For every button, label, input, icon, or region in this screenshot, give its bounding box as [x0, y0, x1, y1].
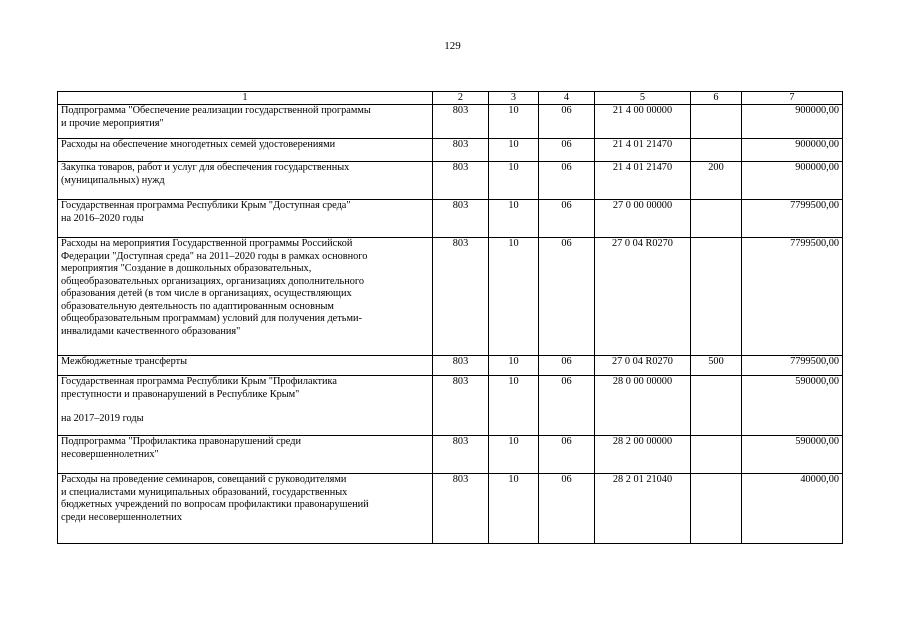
amount: 900000,00	[742, 139, 843, 162]
section-code: 10	[489, 376, 539, 436]
amount: 7799500,00	[742, 200, 843, 238]
description-line	[61, 401, 429, 413]
row-description	[58, 200, 433, 238]
subsection-code: 06	[539, 436, 595, 474]
ministry-code: 803	[433, 436, 489, 474]
target-article-code: 27 0 04 R0270	[595, 356, 691, 376]
subsection-code: 06	[539, 238, 595, 356]
description-line: (муниципальных) нужд	[61, 174, 165, 186]
subsection-code: 06	[539, 200, 595, 238]
description-line: Государственная программа Республики Крым "Профилактика	[61, 376, 337, 387]
table-row	[58, 356, 843, 376]
ministry-code: 803	[433, 139, 489, 162]
amount: 7799500,00	[742, 238, 843, 356]
subsection-code: 06	[539, 105, 595, 139]
expense-type-code: 500	[691, 356, 742, 376]
expense-type-code: 200	[691, 162, 742, 200]
header-row	[58, 92, 843, 105]
ministry-code: 803	[433, 238, 489, 356]
header-cell: 6	[691, 92, 742, 105]
expense-type-code	[691, 436, 742, 474]
table-row	[58, 376, 843, 436]
section-code: 10	[489, 238, 539, 356]
description-line: на 2016–2020 годы	[61, 212, 144, 224]
subsection-code: 06	[539, 376, 595, 436]
row-description	[58, 474, 433, 544]
target-article-code: 21 4 01 21470	[595, 162, 691, 200]
amount: 590000,00	[742, 436, 843, 474]
description-line: несовершеннолетних"	[61, 448, 159, 460]
target-article-code: 28 2 00 00000	[595, 436, 691, 474]
description-line: бюджетных учреждений по вопросам профилактики правонарушений	[61, 499, 369, 510]
ministry-code: 803	[433, 356, 489, 376]
description-line: образовательную деятельность по адаптированным основным	[61, 300, 334, 312]
row-description	[58, 356, 433, 376]
page-number: 129	[444, 40, 461, 52]
row-description	[58, 436, 433, 474]
description-line: Расходы на обеспечение многодетных семей удостоверениями	[61, 139, 336, 150]
ministry-code: 803	[433, 105, 489, 139]
header-cell: 2	[433, 92, 489, 105]
target-article-code: 27 0 00 00000	[595, 200, 691, 238]
subsection-code: 06	[539, 356, 595, 376]
header-cell: 3	[489, 92, 539, 105]
section-code: 10	[489, 436, 539, 474]
target-article-code: 21 4 01 21470	[595, 139, 691, 162]
header-cell: 4	[539, 92, 595, 105]
description-line: Подпрограмма "Обеспечение реализации государственной программы	[61, 105, 371, 116]
table-row	[58, 105, 843, 139]
budget-table	[57, 91, 843, 544]
description-line: на 2017–2019 годы	[61, 413, 144, 424]
target-article-code: 21 4 00 00000	[595, 105, 691, 139]
amount: 40000,00	[742, 474, 843, 544]
target-article-code: 28 0 00 00000	[595, 376, 691, 436]
description-line: и прочие мероприятия"	[61, 117, 164, 129]
section-code: 10	[489, 200, 539, 238]
header-cell: 5	[595, 92, 691, 105]
amount: 900000,00	[742, 105, 843, 139]
ministry-code: 803	[433, 200, 489, 238]
table-row	[58, 436, 843, 474]
row-description	[58, 238, 433, 356]
expense-type-code	[691, 105, 742, 139]
description-line: общеобразовательным программам) условий для получения детьми-	[61, 313, 362, 324]
expense-type-code	[691, 474, 742, 544]
description-line: Расходы на мероприятия Государственной программы Российской	[61, 238, 353, 249]
description-line: Федерации "Доступная среда" на 2011–2020 годы в рамках основного	[61, 250, 368, 262]
description-line: образования детей (в том числе в организациях, осуществляющих	[61, 288, 352, 299]
expense-type-code	[691, 238, 742, 356]
description-line: преступности и правонарушений в Республике Крым"	[61, 388, 300, 400]
section-code: 10	[489, 139, 539, 162]
description-line: Межбюджетные трансферты	[61, 356, 188, 367]
table-row	[58, 139, 843, 162]
header-cell: 1	[58, 92, 433, 105]
amount: 7799500,00	[742, 356, 843, 376]
description-line: инвалидами качественного образования"	[61, 325, 241, 337]
ministry-code: 803	[433, 474, 489, 544]
row-description	[58, 139, 433, 162]
expense-type-code	[691, 139, 742, 162]
table-row	[58, 200, 843, 238]
target-article-code: 27 0 04 R0270	[595, 238, 691, 356]
description-line: Подпрограмма "Профилактика правонарушений среди	[61, 436, 301, 447]
target-article-code: 28 2 01 21040	[595, 474, 691, 544]
ministry-code: 803	[433, 376, 489, 436]
subsection-code: 06	[539, 162, 595, 200]
section-code: 10	[489, 162, 539, 200]
ministry-code: 803	[433, 162, 489, 200]
subsection-code: 06	[539, 139, 595, 162]
expense-type-code	[691, 376, 742, 436]
subsection-code: 06	[539, 474, 595, 544]
description-line: общеобразовательных организациях, организациях дополнительного	[61, 275, 365, 287]
table-row	[58, 474, 843, 544]
description-line: среди несовершеннолетних	[61, 511, 182, 523]
section-code: 10	[489, 474, 539, 544]
row-description	[58, 105, 433, 139]
table-row	[58, 238, 843, 356]
description-line: Расходы на проведение семинаров, совещаний с руководителями	[61, 474, 347, 485]
section-code: 10	[489, 356, 539, 376]
amount: 590000,00	[742, 376, 843, 436]
header-cell: 7	[742, 92, 843, 105]
section-code: 10	[489, 105, 539, 139]
row-description	[58, 376, 433, 436]
description-line: Закупка товаров, работ и услуг для обеспечения государственных	[61, 162, 350, 173]
amount: 900000,00	[742, 162, 843, 200]
table-row	[58, 162, 843, 200]
description-line: Государственная программа Республики Крым "Доступная среда"	[61, 200, 351, 211]
expense-type-code	[691, 200, 742, 238]
description-line: и специалистами муниципальных образований, государственных	[61, 486, 348, 498]
description-line: мероприятия "Создание в дошкольных образовательных,	[61, 263, 312, 274]
row-description	[58, 162, 433, 200]
